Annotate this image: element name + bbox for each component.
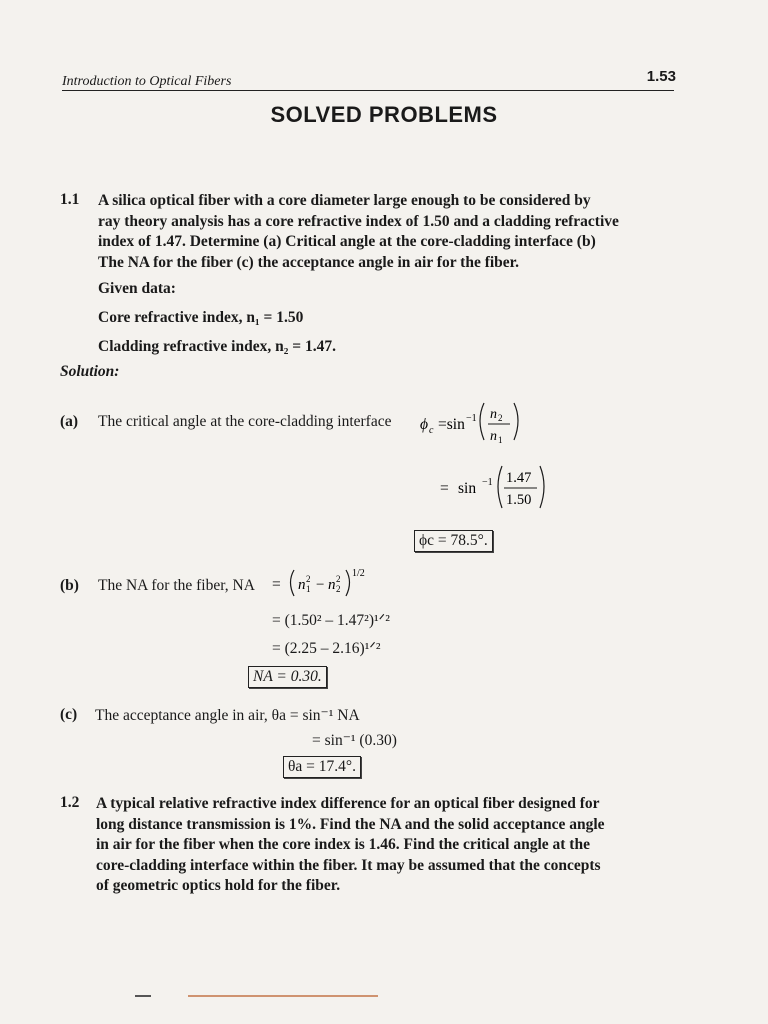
problem-2-statement (96, 794, 668, 897)
given-cladding-index: Cladding refractive index, n₂ = 1.47. (98, 338, 336, 355)
part-b-equation-2: = (1.50² – 1.47²)¹ᐟ² (272, 612, 390, 629)
svg-text:n: n (298, 577, 306, 593)
svg-text:1: 1 (306, 584, 311, 594)
problem-1-line: ray theory analysis has a core refractive index of 1.50 and a cladding refractive (98, 212, 619, 230)
svg-text:c: c (429, 425, 434, 436)
svg-text:sin: sin (458, 480, 477, 497)
part-c-label: (c) (60, 706, 78, 723)
svg-text:n: n (490, 429, 497, 444)
svg-text:1.50: 1.50 (506, 492, 532, 508)
svg-text:−1: −1 (482, 477, 493, 488)
problem-2-line: A typical relative refractive index difference for an optical fiber designed for (96, 795, 600, 812)
svg-text:=sin: =sin (438, 416, 465, 433)
svg-text:2: 2 (336, 584, 341, 594)
page-title: SOLVED PROBLEMS (270, 102, 498, 127)
svg-text:1/2: 1/2 (352, 568, 365, 579)
svg-text:2: 2 (306, 574, 311, 584)
svg-text:2: 2 (498, 413, 503, 423)
problem-2-line: of geometric optics hold for the fiber. (96, 877, 341, 894)
svg-text:1: 1 (498, 435, 503, 445)
part-a-label: (a) (60, 413, 79, 430)
svg-text:−1: −1 (466, 413, 477, 424)
part-b-label: (b) (60, 577, 79, 594)
part-b-text: The NA for the fiber, NA (98, 577, 255, 594)
problem-1-line: A silica optical fiber with a core diameter large enough to be considered by (98, 192, 591, 209)
page-bottom-mark (135, 995, 151, 997)
part-a-equation-1 (420, 398, 550, 448)
solution-label: Solution: (60, 363, 120, 380)
svg-text:=: = (272, 576, 281, 593)
page-number: 1.53 (646, 68, 676, 85)
part-b-equation-1 (272, 562, 392, 600)
svg-text:1.47: 1.47 (506, 470, 532, 486)
problem-number-1: 1.1 (60, 191, 80, 208)
svg-text:=: = (440, 480, 449, 497)
problem-1-statement (98, 191, 670, 273)
svg-text:n: n (328, 577, 336, 593)
part-a-result-box: ϕc = 78.5°. (414, 530, 493, 552)
part-b-result-box: NA = 0.30. (248, 666, 327, 688)
part-a-text: The critical angle at the core-cladding interface (98, 413, 392, 430)
part-c-result-box: θa = 17.4°. (283, 756, 361, 778)
problem-2-line: long distance transmission is 1%. Find the NA and the solid acceptance angle (96, 815, 605, 833)
problem-1-line: The NA for the fiber (c) the acceptance angle in air for the fiber. (98, 253, 520, 271)
part-c-text: The acceptance angle in air, θa = sin⁻¹ NA (95, 707, 360, 724)
svg-text:n: n (490, 407, 497, 422)
header-rule (62, 90, 674, 91)
problem-2-line: core-cladding interface within the fiber. It may be assumed that the concepts (96, 856, 601, 874)
problem-2-line: in air for the fiber when the core index is 1.46. Find the critical angle at the (96, 836, 590, 853)
svg-text:ϕ: ϕ (420, 416, 429, 433)
running-header-title: Introduction to Optical Fibers (62, 74, 232, 89)
part-a-equation-2 (440, 462, 550, 512)
svg-text:2: 2 (336, 574, 341, 584)
part-c-equation-1: = sin⁻¹ (0.30) (312, 732, 397, 749)
page-bottom-rule (188, 995, 378, 997)
problem-1-line: index of 1.47. Determine (a) Critical angle at the core-cladding interface (b) (98, 233, 596, 250)
given-data-label: Given data: (98, 280, 176, 297)
svg-text:−: − (316, 577, 325, 593)
part-b-equation-3: = (2.25 – 2.16)¹ᐟ² (272, 640, 381, 657)
given-core-index: Core refractive index, n₁ = 1.50 (98, 309, 304, 326)
problem-number-2: 1.2 (60, 794, 80, 811)
